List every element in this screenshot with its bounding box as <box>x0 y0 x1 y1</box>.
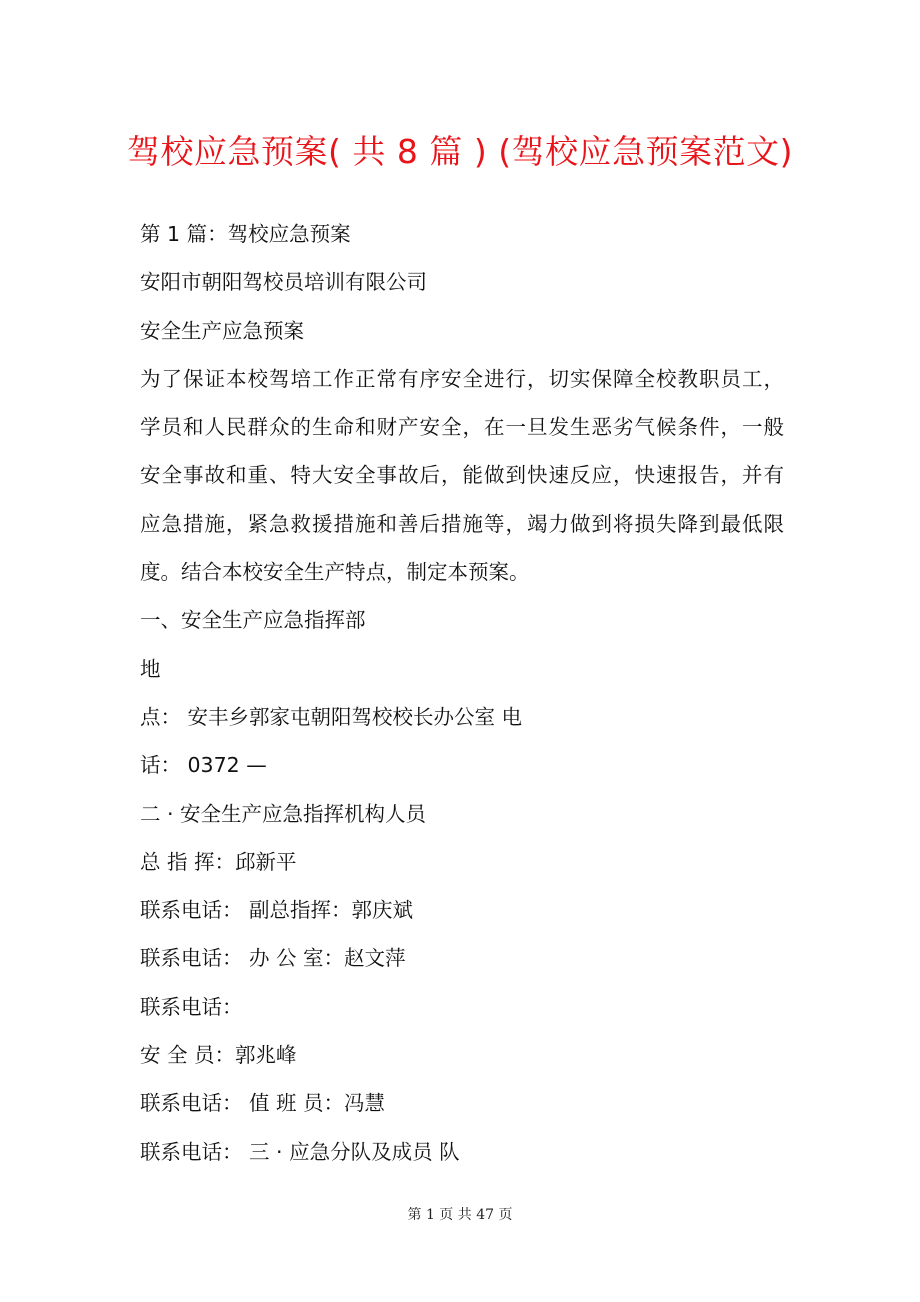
body-line: 一、安全生产应急指挥部 <box>140 608 366 633</box>
body-line: 联系电话： 三 · 应急分队及成员 队 <box>140 1139 460 1164</box>
body-line: 应急措施，紧急救援措施和善后措施等，竭力做到将损失降到最低限 <box>140 511 784 536</box>
body-line: 联系电话： <box>140 994 243 1019</box>
body-line: 二 · 安全生产应急指挥机构人员 <box>140 801 427 826</box>
body-line: 总 指 挥：邱新平 <box>140 849 297 874</box>
body-line: 度。结合本校安全生产特点，制定本预案。 <box>140 560 530 585</box>
body-line: 安 全 员：郭兆峰 <box>140 1043 297 1068</box>
body-line: 安阳市朝阳驾校员培训有限公司 <box>140 270 427 295</box>
document-body <box>140 210 784 1176</box>
document-title: 驾校应急预案( 共 8 篇 ) (驾校应急预案范文) <box>127 132 793 171</box>
body-line: 地 <box>140 656 161 681</box>
body-line: 学员和人民群众的生命和财产安全，在一旦发生恶劣气候条件，一般 <box>140 415 784 440</box>
page-footer: 第 1 页 共 47 页 <box>407 1207 513 1223</box>
body-line: 联系电话： 副总指挥：郭庆斌 <box>140 898 414 923</box>
body-line: 联系电话： 办 公 室：赵文萍 <box>140 946 406 971</box>
body-line: 话： 0372 — <box>140 753 267 778</box>
body-line: 点： 安丰乡郭家屯朝阳驾校校长办公室 电 <box>140 704 523 729</box>
body-line: 联系电话： 值 班 员：冯慧 <box>140 1091 386 1116</box>
body-line: 安全事故和重、特大安全事故后，能做到快速反应，快速报告，并有 <box>140 463 784 488</box>
body-line: 安全生产应急预案 <box>140 318 304 343</box>
body-line: 第 1 篇：驾校应急预案 <box>140 222 351 246</box>
body-line: 为了保证本校驾培工作正常有序安全进行，切实保障全校教职员工， <box>140 366 784 391</box>
